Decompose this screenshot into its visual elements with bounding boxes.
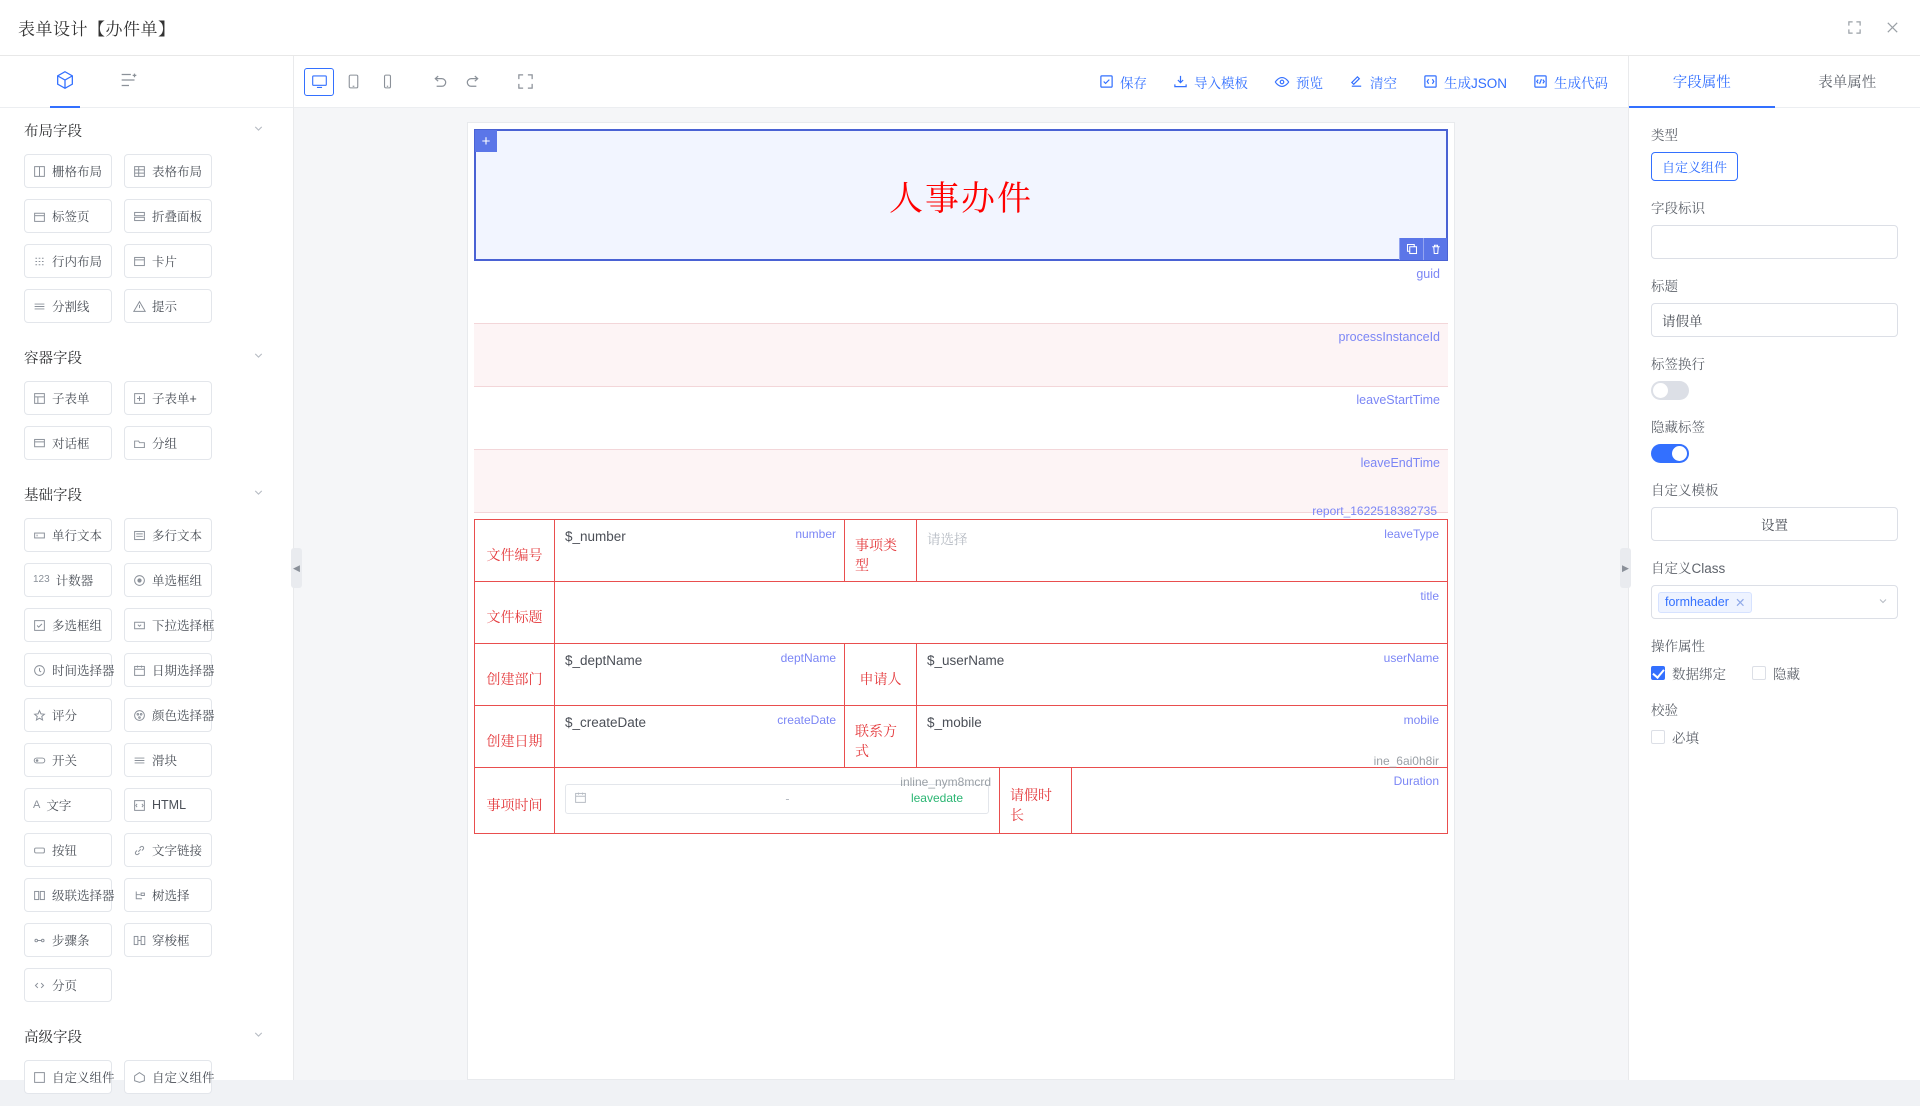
grid-icon xyxy=(33,165,46,178)
item-label: 对话框 xyxy=(52,434,90,452)
json-icon xyxy=(1423,74,1438,89)
leavedate-tag: leavedate xyxy=(911,791,963,805)
window-controls xyxy=(1844,18,1902,38)
group-items xyxy=(0,516,293,1008)
palette-item-color-picker[interactable] xyxy=(124,698,212,732)
palette-item-button[interactable] xyxy=(24,833,112,867)
divider-icon xyxy=(33,300,46,313)
item-label: 卡片 xyxy=(152,252,177,270)
palette-item-dialog[interactable] xyxy=(24,426,112,460)
table-row[interactable] xyxy=(475,706,1447,768)
field-row-guid[interactable] xyxy=(474,261,1448,324)
property-tabs xyxy=(1629,56,1920,108)
canvas-scroll-area[interactable] xyxy=(294,108,1628,1080)
title-input[interactable] xyxy=(1651,303,1898,337)
palette-item-link[interactable] xyxy=(124,833,212,867)
label-validation: 校验 xyxy=(1651,699,1898,719)
label-label-wrap: 标签换行 xyxy=(1651,353,1898,373)
card-icon xyxy=(133,255,146,268)
tab-field-properties[interactable]: 字段属性 xyxy=(1629,56,1775,107)
tablet-view-button[interactable] xyxy=(338,68,368,96)
palette-group-basic xyxy=(0,472,293,1014)
palette-item-tree-select[interactable] xyxy=(124,878,212,912)
clock-icon xyxy=(33,664,46,677)
item-label: 步骤条 xyxy=(52,931,90,949)
cell-field-leavedate[interactable] xyxy=(555,768,1000,833)
generate-json-button[interactable] xyxy=(1417,68,1513,96)
item-label: 分割线 xyxy=(52,297,90,315)
star-icon xyxy=(33,709,46,722)
designer-toolbar xyxy=(294,56,1628,108)
date-range-separator: - xyxy=(785,792,789,806)
restore-icon[interactable] xyxy=(1844,18,1864,38)
checkbox-label: 数据绑定 xyxy=(1672,663,1726,683)
close-icon[interactable] xyxy=(1882,18,1902,38)
tag-label: formheader xyxy=(1665,595,1729,609)
cell-value: $_userName xyxy=(927,653,1004,668)
button-label: 保存 xyxy=(1120,72,1147,92)
palette-item-multi-text[interactable] xyxy=(124,518,212,552)
custom-class-tag[interactable] xyxy=(1658,592,1752,613)
cell-field-leavetype[interactable] xyxy=(917,520,1447,581)
custom-comp-icon xyxy=(33,1071,46,1084)
palette-item-collapse[interactable] xyxy=(124,199,212,233)
palette-item-subform-plus[interactable] xyxy=(124,381,212,415)
desktop-view-button[interactable] xyxy=(304,68,334,96)
cell-tag: title xyxy=(1420,589,1439,603)
cell-label-leave-duration xyxy=(1000,768,1072,833)
type-value-badge: 自定义组件 xyxy=(1651,152,1738,181)
dialog-icon xyxy=(33,437,46,450)
generate-code-button[interactable] xyxy=(1527,68,1614,96)
code-icon xyxy=(1533,74,1548,89)
palette-item-select[interactable] xyxy=(124,608,212,642)
tabs-icon xyxy=(33,210,46,223)
chevron-down-icon[interactable] xyxy=(252,1028,265,1045)
palette-item-checkbox-group[interactable] xyxy=(24,608,112,642)
field-row-processinstanceid[interactable] xyxy=(474,324,1448,387)
palette-item-tabs[interactable] xyxy=(24,199,112,233)
checkbox-label: 隐藏 xyxy=(1773,663,1800,683)
form-header-block[interactable] xyxy=(474,129,1448,261)
import-template-button[interactable] xyxy=(1167,68,1254,96)
transfer-icon xyxy=(133,934,146,947)
designer-center xyxy=(294,56,1628,1080)
palette-item-group[interactable] xyxy=(124,426,212,460)
label-field-id: 字段标识 xyxy=(1651,197,1898,217)
palette-collapse-handle[interactable]: ◀ xyxy=(291,548,302,588)
link-icon xyxy=(133,844,146,857)
number-icon: 123 xyxy=(33,575,50,585)
item-label: 下拉选择框 xyxy=(152,616,215,634)
chevron-down-icon[interactable] xyxy=(1877,595,1889,610)
checkbox-label: 必填 xyxy=(1672,727,1699,747)
group-title: 高级字段 xyxy=(24,1026,82,1047)
palette-item-text[interactable] xyxy=(24,788,112,822)
table-row[interactable] xyxy=(475,520,1447,582)
cell-tag: number xyxy=(795,527,836,541)
field-tag: leaveStartTime xyxy=(1356,393,1440,407)
custom-class-select[interactable] xyxy=(1651,585,1898,619)
palette-item-cascader[interactable] xyxy=(24,878,112,912)
property-panel xyxy=(1628,56,1920,1080)
cell-label-matter-type: 事项类型 xyxy=(845,520,917,581)
cell-tag: deptName xyxy=(781,651,836,665)
calendar-icon xyxy=(574,791,587,807)
item-label: 自定义组件 xyxy=(152,1068,215,1086)
slider-icon xyxy=(133,754,146,767)
item-label: 自定义组件 xyxy=(52,1068,115,1086)
operation-attributes xyxy=(1651,663,1898,683)
cell-label-create-date: 创建日期 xyxy=(475,706,555,767)
item-label: 单选框组 xyxy=(152,571,202,589)
property-collapse-handle[interactable]: ▶ xyxy=(1620,548,1631,588)
group-items xyxy=(0,1058,293,1100)
undo-button[interactable] xyxy=(424,68,454,96)
palette-item-alert[interactable] xyxy=(124,289,212,323)
fullscreen-button[interactable] xyxy=(510,68,540,96)
designer-body xyxy=(0,56,1920,1080)
item-label: 分组 xyxy=(152,434,177,452)
item-label: 子表单+ xyxy=(152,389,197,407)
window-titlebar xyxy=(0,0,1920,56)
cell-field-createdate[interactable] xyxy=(555,706,845,767)
cell-label-applicant: 申请人 xyxy=(845,644,917,705)
button-label: 导入模板 xyxy=(1194,72,1248,92)
label-text: 请假时长 xyxy=(1010,785,1061,825)
button-label: 预览 xyxy=(1296,72,1323,92)
palette-group-container xyxy=(0,335,293,472)
item-label: 多选框组 xyxy=(52,616,102,634)
group-items xyxy=(0,379,293,466)
item-label: 时间选择器 xyxy=(52,661,115,679)
item-label: 栅格布局 xyxy=(52,162,102,180)
checkbox-box[interactable] xyxy=(1651,666,1665,680)
components-tab[interactable] xyxy=(52,65,78,99)
label-custom-class: 自定义Class xyxy=(1651,557,1898,577)
label-operation-attributes: 操作属性 xyxy=(1651,635,1898,655)
cascader-icon xyxy=(33,889,46,902)
cell-tag: createDate xyxy=(777,713,836,727)
palette-item-card[interactable] xyxy=(124,244,212,278)
cell-field-title[interactable] xyxy=(555,582,1447,643)
cell-label-matter-time: 事项时间 xyxy=(475,768,555,833)
custom-comp2-icon xyxy=(133,1071,146,1084)
cell-field-deptname[interactable] xyxy=(555,644,845,705)
checkbox-data-binding[interactable] xyxy=(1651,663,1726,683)
palette-item-custom-component-2[interactable] xyxy=(124,1060,212,1094)
calendar-icon xyxy=(133,664,146,677)
item-label: 评分 xyxy=(52,706,77,724)
table-row[interactable] xyxy=(475,768,1447,834)
palette-group-layout xyxy=(0,108,293,335)
checkbox-icon xyxy=(33,619,46,632)
cell-value: $_mobile xyxy=(927,715,982,730)
palette-item-slider[interactable] xyxy=(124,743,212,777)
validation-options xyxy=(1651,727,1898,747)
radio-icon xyxy=(133,574,146,587)
palette-item-custom-component-1[interactable] xyxy=(24,1060,112,1094)
item-label: 日期选择器 xyxy=(152,661,215,679)
palette-scroll[interactable] xyxy=(0,108,293,1106)
palette-item-number[interactable] xyxy=(24,563,112,597)
save-button[interactable] xyxy=(1093,68,1153,96)
palette-item-pagination[interactable] xyxy=(24,968,112,1002)
checkbox-box[interactable] xyxy=(1651,730,1665,744)
group-title: 基础字段 xyxy=(24,484,82,505)
group-title: 容器字段 xyxy=(24,347,82,368)
select-icon xyxy=(133,619,146,632)
cell-value: $_createDate xyxy=(565,715,646,730)
item-label: HTML xyxy=(152,798,186,812)
group-header[interactable] xyxy=(0,108,293,152)
palette-item-single-text[interactable] xyxy=(24,518,112,552)
chevron-down-icon[interactable] xyxy=(252,349,265,366)
item-label: 级联选择器 xyxy=(52,886,115,904)
group-items xyxy=(0,152,293,329)
group-title: 布局字段 xyxy=(24,120,82,141)
label-hide-label: 隐藏标签 xyxy=(1651,416,1898,436)
item-label: 滑块 xyxy=(152,751,177,769)
palette-item-transfer[interactable] xyxy=(124,923,212,957)
item-label: 颜色选择器 xyxy=(152,706,215,724)
outline-tab[interactable] xyxy=(116,65,142,99)
item-label: 折叠面板 xyxy=(152,207,202,225)
item-label: 表格布局 xyxy=(152,162,202,180)
item-label: 计数器 xyxy=(56,571,94,589)
cell-tag: mobile xyxy=(1404,713,1439,727)
button-label: 清空 xyxy=(1370,72,1397,92)
text-input-icon xyxy=(33,529,46,542)
save-icon xyxy=(1099,74,1114,89)
clear-button[interactable] xyxy=(1343,68,1403,96)
palette-item-subform[interactable] xyxy=(24,381,112,415)
block-toolbar xyxy=(1399,238,1447,260)
eye-icon xyxy=(1274,74,1290,90)
group-icon xyxy=(133,437,146,450)
item-label: 分页 xyxy=(52,976,77,994)
item-label: 文字 xyxy=(46,796,71,814)
field-tag: leaveEndTime xyxy=(1361,456,1440,470)
subform-icon xyxy=(33,392,46,405)
add-field-button[interactable]: + xyxy=(475,130,497,152)
copy-icon[interactable] xyxy=(1399,238,1423,260)
palette-item-date-picker[interactable] xyxy=(124,653,212,687)
hide-label-toggle[interactable] xyxy=(1651,444,1689,463)
trash-icon[interactable] xyxy=(1423,238,1447,260)
checkbox-required[interactable] xyxy=(1651,727,1699,747)
toolbar-actions xyxy=(1093,68,1614,96)
inline-icon xyxy=(33,255,46,268)
label-custom-template: 自定义模板 xyxy=(1651,479,1898,499)
button-icon xyxy=(33,844,46,857)
cell-label-file-title: 文件标题 xyxy=(475,582,555,643)
item-label: 文字链接 xyxy=(152,841,202,859)
item-label: 子表单 xyxy=(52,389,90,407)
clear-icon xyxy=(1349,74,1364,89)
button-label: 生成代码 xyxy=(1554,72,1608,92)
field-id-input[interactable] xyxy=(1651,225,1898,259)
cell-field-mobile[interactable] xyxy=(917,706,1447,767)
table-icon xyxy=(133,165,146,178)
palette-item-radio-group[interactable] xyxy=(124,563,212,597)
font-icon: A xyxy=(33,800,40,811)
button-label: 生成JSON xyxy=(1444,72,1507,92)
cell-label-file-number: 文件编号 xyxy=(475,520,555,581)
textarea-icon xyxy=(133,529,146,542)
alert-icon xyxy=(133,300,146,313)
group-header[interactable] xyxy=(0,335,293,379)
palette-item-divider[interactable] xyxy=(24,289,112,323)
checkbox-hidden[interactable] xyxy=(1752,663,1800,683)
cell-field-username[interactable] xyxy=(917,644,1447,705)
cell-tag: leaveType xyxy=(1384,527,1439,541)
palette-item-table-layout[interactable] xyxy=(124,154,212,188)
item-label: 多行文本 xyxy=(152,526,202,544)
palette-icon xyxy=(133,709,146,722)
label-title: 标题 xyxy=(1651,275,1898,295)
item-label: 行内布局 xyxy=(52,252,102,270)
palette-item-rate[interactable] xyxy=(24,698,112,732)
collapse-icon xyxy=(133,210,146,223)
close-icon[interactable]: ✕ xyxy=(1735,595,1745,610)
subform-plus-icon xyxy=(133,392,146,405)
chevron-down-icon[interactable] xyxy=(252,122,265,139)
table-row[interactable] xyxy=(475,582,1447,644)
form-canvas[interactable] xyxy=(467,122,1455,1080)
custom-template-settings-button[interactable]: 设置 xyxy=(1651,507,1898,541)
checkbox-box[interactable] xyxy=(1752,666,1766,680)
table-row[interactable] xyxy=(475,644,1447,706)
mobile-view-button[interactable] xyxy=(372,68,402,96)
report-tag: report_1622518382735 xyxy=(1312,504,1437,518)
cell-value: $_number xyxy=(565,529,626,544)
palette-item-inline-layout[interactable] xyxy=(24,244,112,278)
field-tag: processInstanceId xyxy=(1339,330,1440,344)
cell-field-duration[interactable] xyxy=(1072,768,1447,833)
palette-item-time-picker[interactable] xyxy=(24,653,112,687)
group-header[interactable] xyxy=(0,1014,293,1058)
form-header-title: 人事办件 xyxy=(889,171,1033,220)
cell-label-create-dept: 创建部门 xyxy=(475,644,555,705)
item-label: 提示 xyxy=(152,297,177,315)
tab-form-properties[interactable]: 表单属性 xyxy=(1775,56,1920,107)
palette-item-switch[interactable] xyxy=(24,743,112,777)
group-header[interactable] xyxy=(0,472,293,516)
redo-button[interactable] xyxy=(458,68,488,96)
label-wrap-toggle[interactable] xyxy=(1651,381,1689,400)
label-type: 类型 xyxy=(1651,124,1898,144)
import-icon xyxy=(1173,74,1188,89)
tree-select-icon xyxy=(133,889,146,902)
cell-field-number[interactable] xyxy=(555,520,845,581)
palette-item-html[interactable] xyxy=(124,788,212,822)
item-label: 穿梭框 xyxy=(152,931,190,949)
field-tag: guid xyxy=(1416,267,1440,281)
pagination-icon xyxy=(33,979,46,992)
item-label: 树选择 xyxy=(152,886,190,904)
palette-item-grid-layout[interactable] xyxy=(24,154,112,188)
chevron-down-icon[interactable] xyxy=(252,486,265,503)
item-label: 开关 xyxy=(52,751,77,769)
item-label: 单行文本 xyxy=(52,526,102,544)
item-label: 标签页 xyxy=(52,207,90,225)
item-label: 按钮 xyxy=(52,841,77,859)
report-table[interactable] xyxy=(474,519,1448,834)
duration-top-tag: ine_6ai0h8ir xyxy=(1374,754,1439,768)
palette-group-advanced xyxy=(0,1014,293,1106)
palette-item-steps[interactable] xyxy=(24,923,112,957)
steps-icon xyxy=(33,934,46,947)
component-palette xyxy=(0,56,294,1080)
field-row-leaveendtime[interactable] xyxy=(474,450,1448,513)
cell-value: 请选择 xyxy=(927,532,968,547)
duration-tag: Duration xyxy=(1394,774,1439,788)
switch-icon xyxy=(33,754,46,767)
cell-label-contact: 联系方式 xyxy=(845,706,917,767)
property-body[interactable] xyxy=(1629,108,1920,1080)
palette-tabs xyxy=(0,56,293,108)
field-row-leavestarttime[interactable] xyxy=(474,387,1448,450)
html-icon xyxy=(133,799,146,812)
cell-tag: userName xyxy=(1384,651,1439,665)
inline-tag: inline_nym8mcrd xyxy=(900,775,991,789)
cell-value: $_deptName xyxy=(565,653,642,668)
preview-button[interactable] xyxy=(1268,68,1329,96)
page-title: 表单设计【办件单】 xyxy=(18,15,176,40)
